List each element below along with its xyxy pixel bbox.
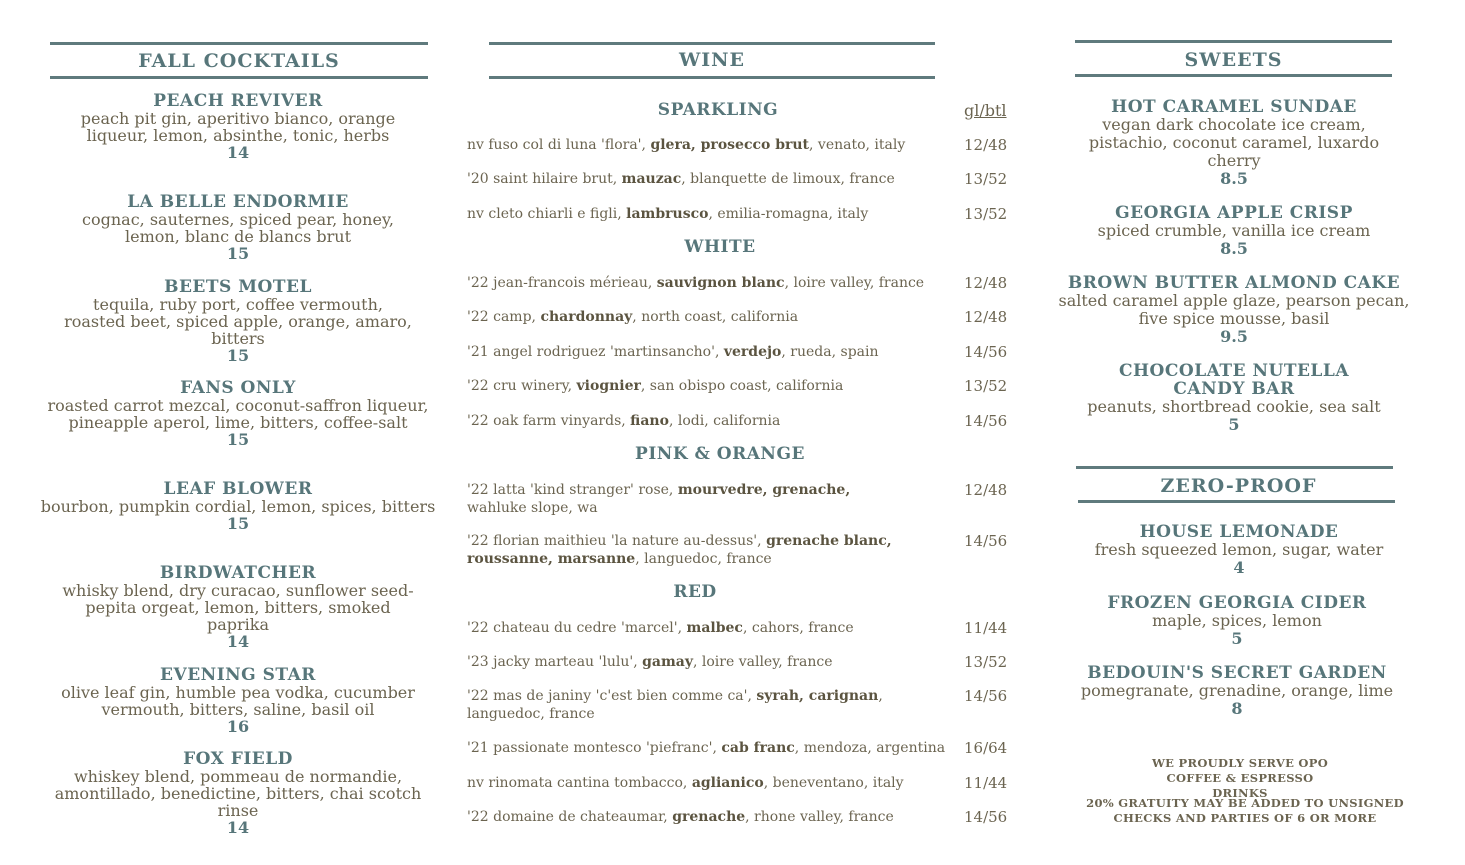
zero-proof-top-rule [1076, 466, 1393, 469]
wine-price: 11/44 [964, 774, 1008, 792]
wine-producer: '22 cru winery, [467, 378, 577, 394]
sweets-price: 8.5 [1220, 169, 1248, 188]
wine-price: 13/52 [964, 653, 1008, 671]
wine-price: 12/48 [964, 308, 1008, 326]
sweets-item [1055, 274, 1413, 346]
sweets-desc: spiced crumble, vanilla ice cream [1097, 221, 1371, 240]
sweets-item [1055, 362, 1413, 434]
cocktail-desc: tequila, ruby port, coffee vermouth, roasted beet, spiced apple, orange, amaro, bitters [64, 295, 412, 348]
wine-bottom-rule [489, 76, 935, 79]
wine-price: 13/52 [964, 170, 1008, 188]
wine-grape: chardonnay [540, 309, 633, 325]
wine-region: , beneventano, italy [763, 775, 904, 791]
cocktail-name: BEETS MOTEL [164, 277, 312, 297]
cocktail-price: 14 [226, 143, 250, 162]
wine-price: 13/52 [964, 205, 1008, 223]
wine-grape: mauzac [621, 171, 682, 187]
cocktail-name: EVENING STAR [160, 665, 316, 685]
sweets-name: BROWN BUTTER ALMOND CAKE [1067, 273, 1401, 293]
zero-proof-desc: maple, spices, lemon [1152, 611, 1322, 630]
cocktail-desc: cognac, sauternes, spiced pear, honey, lemon, blanc de blancs brut [82, 210, 394, 246]
wine-region: , venato, italy [809, 137, 906, 153]
wine-producer: '22 jean-francois mérieau, [467, 275, 657, 291]
wine-grape: cab franc [721, 740, 795, 756]
wine-grape: verdejo [723, 344, 782, 360]
cocktail-desc: whisky blend, dry curacao, sunflower seed-pepita orgeat, lemon, bitters, smoked paprika [62, 581, 414, 634]
wine-title: WINE [678, 49, 746, 71]
wine-region: , loire valley, france [784, 275, 925, 291]
cocktail-name: BIRDWATCHER [159, 563, 317, 583]
wine-producer: '21 angel rodriguez 'martinsancho', [467, 344, 724, 360]
wine-grape: sauvignon blanc [656, 275, 785, 291]
wine-producer: '22 florian maithieu 'la nature au-dessus', [467, 533, 767, 549]
sweets-desc: salted caramel apple glaze, pearson pecan, five spice mousse, basil [1058, 291, 1410, 328]
zero-proof-desc: fresh squeezed lemon, sugar, water [1094, 540, 1384, 559]
cocktail-desc: peach pit gin, aperitivo bianco, orange liqueur, lemon, absinthe, tonic, herbs [80, 109, 396, 145]
cocktail-item [28, 751, 448, 836]
cocktail-desc: bourbon, pumpkin cordial, lemon, spices, bitters [40, 497, 436, 516]
wine-region: , blanquette de limoux, france [681, 171, 895, 187]
wine-producer: '22 oak farm vinyards, [467, 413, 631, 429]
zero-proof-bottom-rule [1078, 500, 1395, 503]
cocktail-item [28, 380, 448, 448]
sweets-price: 5 [1228, 415, 1240, 434]
wine-price: 13/52 [964, 377, 1008, 395]
cocktail-item [28, 279, 448, 364]
sweets-name: GEORGIA APPLE CRISP [1115, 203, 1353, 223]
wine-region: , loire valley, france [693, 654, 833, 670]
wine-price: 12/48 [964, 481, 1008, 499]
wine-price: 12/48 [964, 136, 1008, 154]
zero-proof-name: HOUSE LEMONADE [1139, 522, 1339, 542]
cocktail-price: 14 [226, 632, 250, 651]
wine-price: 16/64 [964, 739, 1008, 757]
wine-price: 14/56 [964, 343, 1008, 361]
cocktail-item [28, 667, 448, 735]
wine-producer: nv cleto chiarli e figli, [467, 206, 627, 222]
cocktails-title: FALL COCKTAILS [138, 50, 340, 72]
wine-grape: fiano [630, 413, 669, 429]
wine-section-title: PINK & ORANGE [635, 444, 805, 464]
sweets-price: 9.5 [1220, 327, 1248, 346]
cocktail-desc: roasted carrot mezcal, coconut-saffron liqueur, pineapple aperol, lime, bitters, coffee-salt [47, 396, 429, 432]
wine-region: , lodi, california [668, 413, 781, 429]
zero-proof-item [1060, 523, 1418, 577]
wine-region: , languedoc, france [467, 688, 883, 722]
wine-section-title: WHITE [684, 237, 756, 257]
wine-producer: '22 camp, [467, 309, 541, 325]
wine-section-title: RED [673, 582, 717, 602]
sweets-item [1055, 98, 1413, 188]
sweets-name: CHOCOLATE NUTELLA CANDY BAR [1118, 361, 1350, 399]
wine-top-rule [489, 42, 935, 45]
wine-grape: aglianico [691, 775, 764, 791]
wine-region: wahluke slope, wa [467, 500, 598, 516]
zero-proof-desc: pomegranate, grenadine, orange, lime [1080, 681, 1394, 700]
wine-region: , san obispo coast, california [640, 378, 844, 394]
wine-region: , mendoza, argentina [794, 740, 946, 756]
sweets-price: 8.5 [1220, 239, 1248, 258]
wine-section-title: SPARKLING [657, 100, 779, 120]
zero-proof-item [1058, 664, 1416, 718]
sweets-bottom-rule [1075, 74, 1392, 77]
wine-region: , rueda, spain [781, 344, 879, 360]
wine-grape: grenache [672, 809, 746, 825]
wine-grape: lambrusco [626, 206, 709, 222]
wine-grape: gamay [642, 654, 693, 670]
cocktail-price: 15 [226, 430, 250, 449]
zero-proof-item [1058, 594, 1416, 648]
zero-proof-price: 5 [1231, 629, 1243, 648]
zero-proof-price: 8 [1231, 699, 1243, 718]
wine-region: , north coast, california [632, 309, 799, 325]
wine-grape: malbec [686, 620, 743, 636]
cocktail-name: LEAF BLOWER [163, 479, 313, 499]
cocktail-price: 15 [226, 244, 250, 263]
cocktail-name: FOX FIELD [183, 749, 293, 769]
wine-producer: '21 passionate montesco 'piefranc', [467, 740, 722, 756]
wine-grape: syrah, carignan [756, 688, 879, 704]
cocktail-name: FANS ONLY [180, 378, 296, 398]
cocktail-price: 16 [226, 717, 250, 736]
cocktail-item [28, 93, 448, 161]
sweets-top-rule [1075, 40, 1392, 43]
wine-producer: nv fuso col di luna 'flora', [467, 137, 651, 153]
wine-grape: mourvedre, grenache, [677, 482, 851, 498]
cocktail-price: 14 [226, 818, 250, 837]
cocktail-price: 15 [226, 346, 250, 365]
wine-producer: '22 latta 'kind stranger' rose, [467, 482, 678, 498]
zero-proof-title: ZERO-PROOF [1160, 475, 1317, 497]
wine-region: , emilia-romagna, italy [708, 206, 869, 222]
sweets-name: HOT CARAMEL SUNDAE [1111, 97, 1357, 117]
price-header: gl/btl [964, 101, 1007, 120]
cocktail-desc: olive leaf gin, humble pea vodka, cucumber vermouth, bitters, saline, basil oil [61, 683, 415, 719]
sweets-item [1055, 204, 1413, 258]
sweets-desc: vegan dark chocolate ice cream, pistachio, coconut caramel, luxardo cherry [1088, 115, 1380, 170]
coffee-note: WE PROUDLY SERVE OPO COFFEE & ESPRESSO DRINKS [1151, 756, 1329, 800]
zero-proof-name: FROZEN GEORGIA CIDER [1107, 593, 1367, 613]
sweets-title: SWEETS [1184, 49, 1283, 71]
wine-producer: nv rinomata cantina tombacco, [467, 775, 692, 791]
wine-grape: grenache blanc, roussanne, marsanne [467, 533, 892, 567]
wine-grape: viognier [576, 378, 641, 394]
zero-proof-name: BEDOUIN'S SECRET GARDEN [1087, 663, 1387, 683]
wine-producer: '22 mas de janiny 'c'est bien comme ca', [467, 688, 757, 704]
wine-price: 12/48 [964, 274, 1008, 292]
zero-proof-price: 4 [1233, 558, 1245, 577]
wine-producer: '23 jacky marteau 'lulu', [467, 654, 643, 670]
cocktail-name: LA BELLE ENDORMIE [127, 192, 349, 212]
wine-producer: '20 saint hilaire brut, [467, 171, 622, 187]
cocktail-item [28, 194, 448, 262]
wine-region: , cahors, france [742, 620, 854, 636]
wine-region: , rhone valley, france [745, 809, 894, 825]
cocktail-item [28, 565, 448, 650]
cocktail-name: PEACH REVIVER [153, 91, 323, 111]
wine-price: 14/56 [964, 412, 1008, 430]
cocktail-desc: whiskey blend, pommeau de normandie, amontillado, benedictine, bitters, chai scotch rinse [54, 767, 422, 820]
cocktail-item [28, 481, 448, 532]
wine-price: 14/56 [964, 687, 1008, 705]
gratuity-note: 20% GRATUITY MAY BE ADDED TO UNSIGNED CHECKS AND PARTIES OF 6 OR MORE [1086, 796, 1404, 825]
wine-producer: '22 domaine de chateaumar, [467, 809, 673, 825]
cocktails-bottom-rule [50, 76, 428, 79]
wine-price: 11/44 [964, 619, 1008, 637]
wine-producer: '22 chateau du cedre 'marcel', [467, 620, 687, 636]
sweets-desc: peanuts, shortbread cookie, sea salt [1087, 397, 1381, 416]
cocktail-price: 15 [226, 514, 250, 533]
wine-grape: glera, prosecco brut [650, 137, 810, 153]
cocktails-top-rule [50, 42, 428, 45]
wine-price: 14/56 [964, 532, 1008, 550]
wine-price: 14/56 [964, 808, 1008, 826]
wine-region: , languedoc, france [635, 551, 772, 567]
